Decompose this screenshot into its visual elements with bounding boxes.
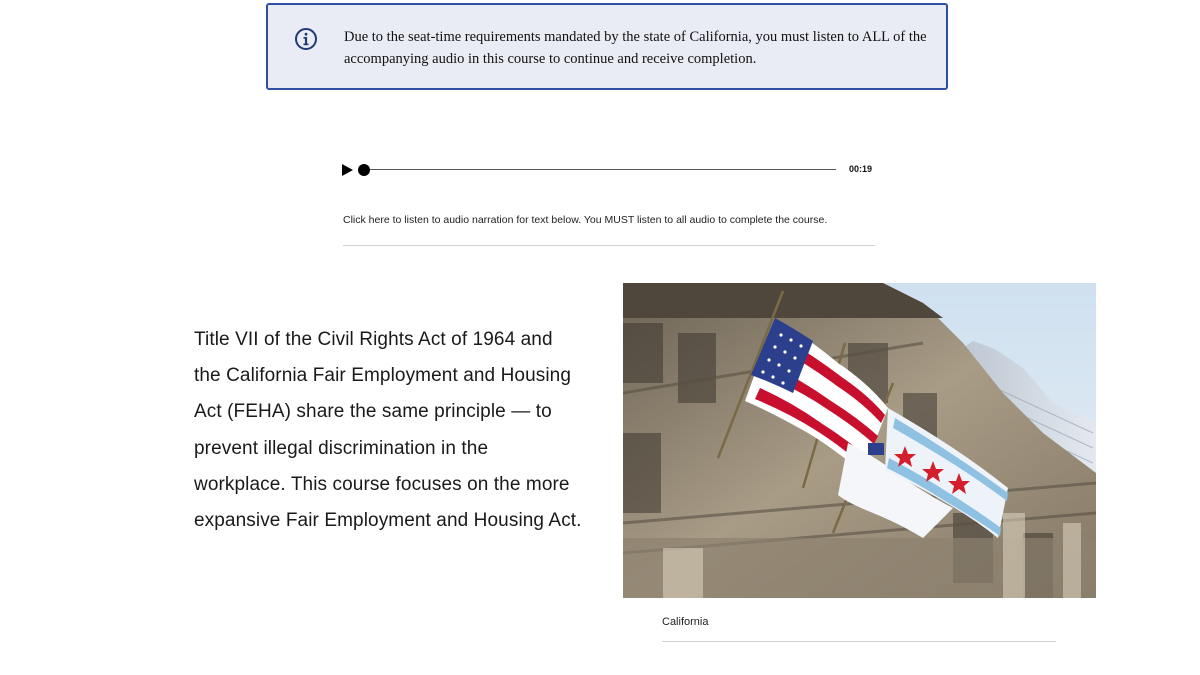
flags-building-photo	[623, 283, 1096, 598]
body-paragraph: Title VII of the Civil Rights Act of 1964 and the California Fair Employment and Housing Act (FEHA) share the same principle — to prevent illegal discrimination in the workplace. This course focuses on the more expansive Fair Employment and Housing Act.	[194, 329, 582, 532]
audio-duration: 00:19	[849, 164, 873, 174]
audio-seek-track[interactable]	[362, 169, 836, 170]
play-icon[interactable]	[342, 164, 353, 176]
seat-time-notice	[266, 3, 948, 90]
image-caption: California	[662, 616, 709, 628]
audio-seek-thumb[interactable]	[358, 164, 370, 176]
notice-text: Due to the seat-time requirements mandated by the state of California, you must listen to ALL of the accompanying audio in this course to continue and receive completion.	[344, 29, 927, 67]
audio-narration-caption: Click here to listen to audio narration for text below. You MUST listen to all audio to complete the course.	[343, 214, 828, 226]
info-icon	[294, 27, 318, 51]
divider	[343, 245, 875, 246]
audio-player	[340, 160, 880, 180]
divider	[662, 641, 1056, 642]
